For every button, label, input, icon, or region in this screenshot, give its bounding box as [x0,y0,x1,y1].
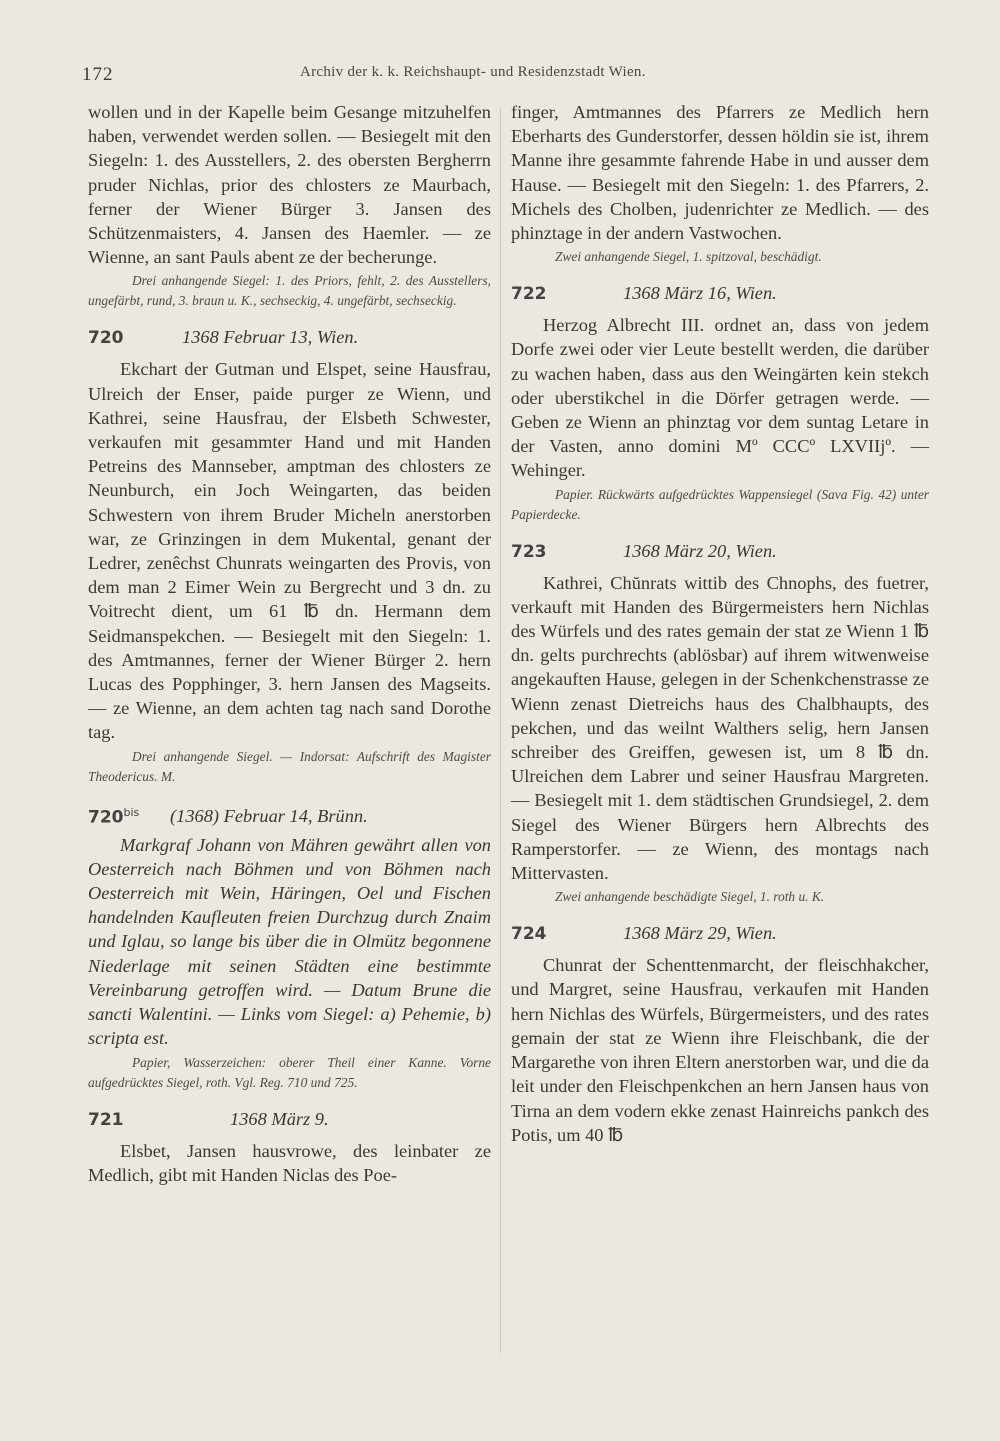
page-number: 172 [82,64,114,85]
entry-number-main: 720 [88,807,124,828]
entry-date: 1368 März 20, Wien. [623,540,777,561]
entry-720bis-note: Papier, Wasserzeichen: oberer Theil einer Kanne. Vorne aufgedrücktes Siegel, roth. Vgl. Reg. 710 und 725. [88,1054,491,1090]
entry-722-note: Papier. Rückwärts aufgedrücktes Wappensiegel (Sava Fig. 42) unter Papierdecke. [511,486,929,522]
left-column [88,100,491,1187]
entry-date: (1368) Februar 14, Brünn. [170,806,368,827]
entry-number: 720 [88,328,124,349]
entry-724-heading [511,921,929,949]
entry-number: 723 [511,541,547,562]
seal-note: Zwei anhangende Siegel, 1. spitzoval, beschädigt. [555,249,822,265]
entry-720bis-text: Markgraf Johann von Mähren gewährt allen von Oesterreich nach Böhmen und von Böhmen nach Oesterreich mit Wein, Häringen, Oel und Fischen handelnden Kaufleuten freien Durchzug durch Znaim und Iglau, so lange bis über die in Olmütz begonnene Niederlage mit seinen Städten eine bestimmte Vereinbarung getroffen wird. — Datum Brune die sancti Walentini. — Links vom Siegel: a) Pehemie, b) scripta est. [88,834,491,1049]
entry-date: 1368 März 16, Wien. [623,283,777,304]
running-title: Archiv der k. k. Reichshaupt- und Residenzstadt Wien. [300,64,646,80]
continuation-text: wollen und in der Kapelle beim Gesange mitzuhelfen haben, verwendet werden sollen. — Besiegelt mit den Siegeln: 1. des Ausstellers, 2. des obersten Bergherrn pruder Nichlas, prior des chlosters ze Maurbach, ferner der Wiener Bürger 3. Jansen des Schützenmaisters, 4. Jansen des Haemler. — ze Wienne, an sant Pauls abent ze der becherunge. [88,102,491,268]
entry-number-suffix: bis [123,805,140,819]
entry-720-heading [88,325,491,353]
entry-720-text: Ekchart der Gutman und Elspet, seine Hausfrau, Ulreich der Enser, paide purger ze Wienn, und Kathrei, seine Hausfrau, der Elsbeth Schwester, verkaufen mit gesammter Hand und mit Handen Petreins des Mannseber, amptman des chlosters ze Neunburch, ein Joch Weingarten, das beiden Schwestern von ihrem Bruder Micheln anerstorben war, ze Grinzingen in dem Mukental, genant der Ledrer, zenêchst Chunrats weingarten des Provis, von dem man 2 Eimer Wein zu Bergrecht und 3 dn. zu Voitrecht dient, um 61 ℔ dn. Hermann dem Seidmanspekchen. — Besiegelt mit den Siegeln: 1. des Amtmannes, ferner der Wiener Bürger 2. hern Lucas des Popphinger, 3. hern Jansen des Magseits. — ze Wienne, an dem achten tag nach sand Dorothe tag. [88,359,491,743]
entry-721-heading [88,1107,491,1135]
entry-date: 1368 März 9. [230,1108,329,1129]
entry-723-text: Kathrei, Chŭnrats wittib des Chnophs, des fuetrer, verkauft mit Handen des Bürgermeisters hern Nichlas des Würfels und des rates gemain der stat ze Wienn 1 ℔ dn. gelts purchrechts (ablösbar) auf ihrem witwenweise angekauften Hause, gelegen in der Schenkchenstrasse ze Wienn zenast Dietreichs haus des Chalbhaupts, des pekchen, und das weilnt Walthers selig, hern Jansen schreiber des Greiffen, gewesen ist, um 8 ℔ dn. Ulreichen dem Labrer und seiner Hausfrau Margreten. — Besiegelt mit 1. dem städtischen Grundsiegel, 2. dem Siegel des Wiener Bürgers hern Albrechts des Ramperstorfer. — ze Wienn, des montags nach Mittervasten. [511,572,929,884]
entry-721-text: Elsbet, Jansen hausvrowe, des leinbater ze Medlich, gibt mit Handen Niclas des Poe- [88,1140,491,1185]
seal-note: Drei anhangende Siegel: 1. des Priors, fehlt, 2. des Ausstellers, ungefärbt, rund, 3. braun u. K., sechseckig, 4. ungefärbt, sechseckig. [88,273,491,309]
entry-723-note: Zwei anhangende beschädigte Siegel, 1. roth u. K. [555,889,825,905]
page-header [0,52,1000,92]
entry-720-note: Drei anhangende Siegel. — Indorsat: Aufschrift des Magister Theodericus. M. [88,748,491,784]
entry-number [88,801,148,830]
entry-722-text: Herzog Albrecht III. ordnet an, dass von jedem Dorfe zwei oder vier Leute bestellt werden, die darüber zu wachen haben, dass aus den Weingärten kein stekch oder uberstikchel in die Dörfer getragen werde. — Geben ze Wienn an phinztag vor dem suntag Letare in der Vasten, anno domini Mº CCCº LXVIIjº. — Wehinger. [511,315,929,481]
entry-722-heading [511,281,929,309]
entry-723-heading [511,539,929,567]
entry-number: 724 [511,924,547,945]
entry-date: 1368 März 29, Wien. [623,923,777,944]
entry-date: 1368 Februar 13, Wien. [182,327,359,348]
entry-720bis-heading [88,801,491,829]
entry-number: 722 [511,284,547,305]
entry-number: 721 [88,1109,124,1130]
column-divider [500,108,501,1353]
entry-724-text: Chunrat der Schenttenmarcht, der fleischhakcher, und Margret, seine Hausfrau, verkaufen mit Handen hern Nichlas des Würfels, Bürgermeisters, und des rates gemain der stat ze Wienn ihre Fleischbank, die der Margarethe von ihren Eltern anerstorben war, und die da leit under den Fleischpenkchen an hern Jansen haus von Tirna an dem vodern ekke zenast Hainreichs pankch des Potis, um 40 ℔ [511,955,929,1145]
continuation-text: finger, Amtmannes des Pfarrers ze Medlich hern Eberharts des Gunderstorfer, dessen höldin sie ist, ihrem Manne ihre gesammte fahrende Habe in und ausser dem Hause. — Besiegelt mit den Siegeln: 1. des Pfarrers, 2. Michels des Cholben, judenrichter ze Medlich. — des phinztage in der andern Vastwochen. [511,102,929,244]
right-column [511,100,929,1147]
